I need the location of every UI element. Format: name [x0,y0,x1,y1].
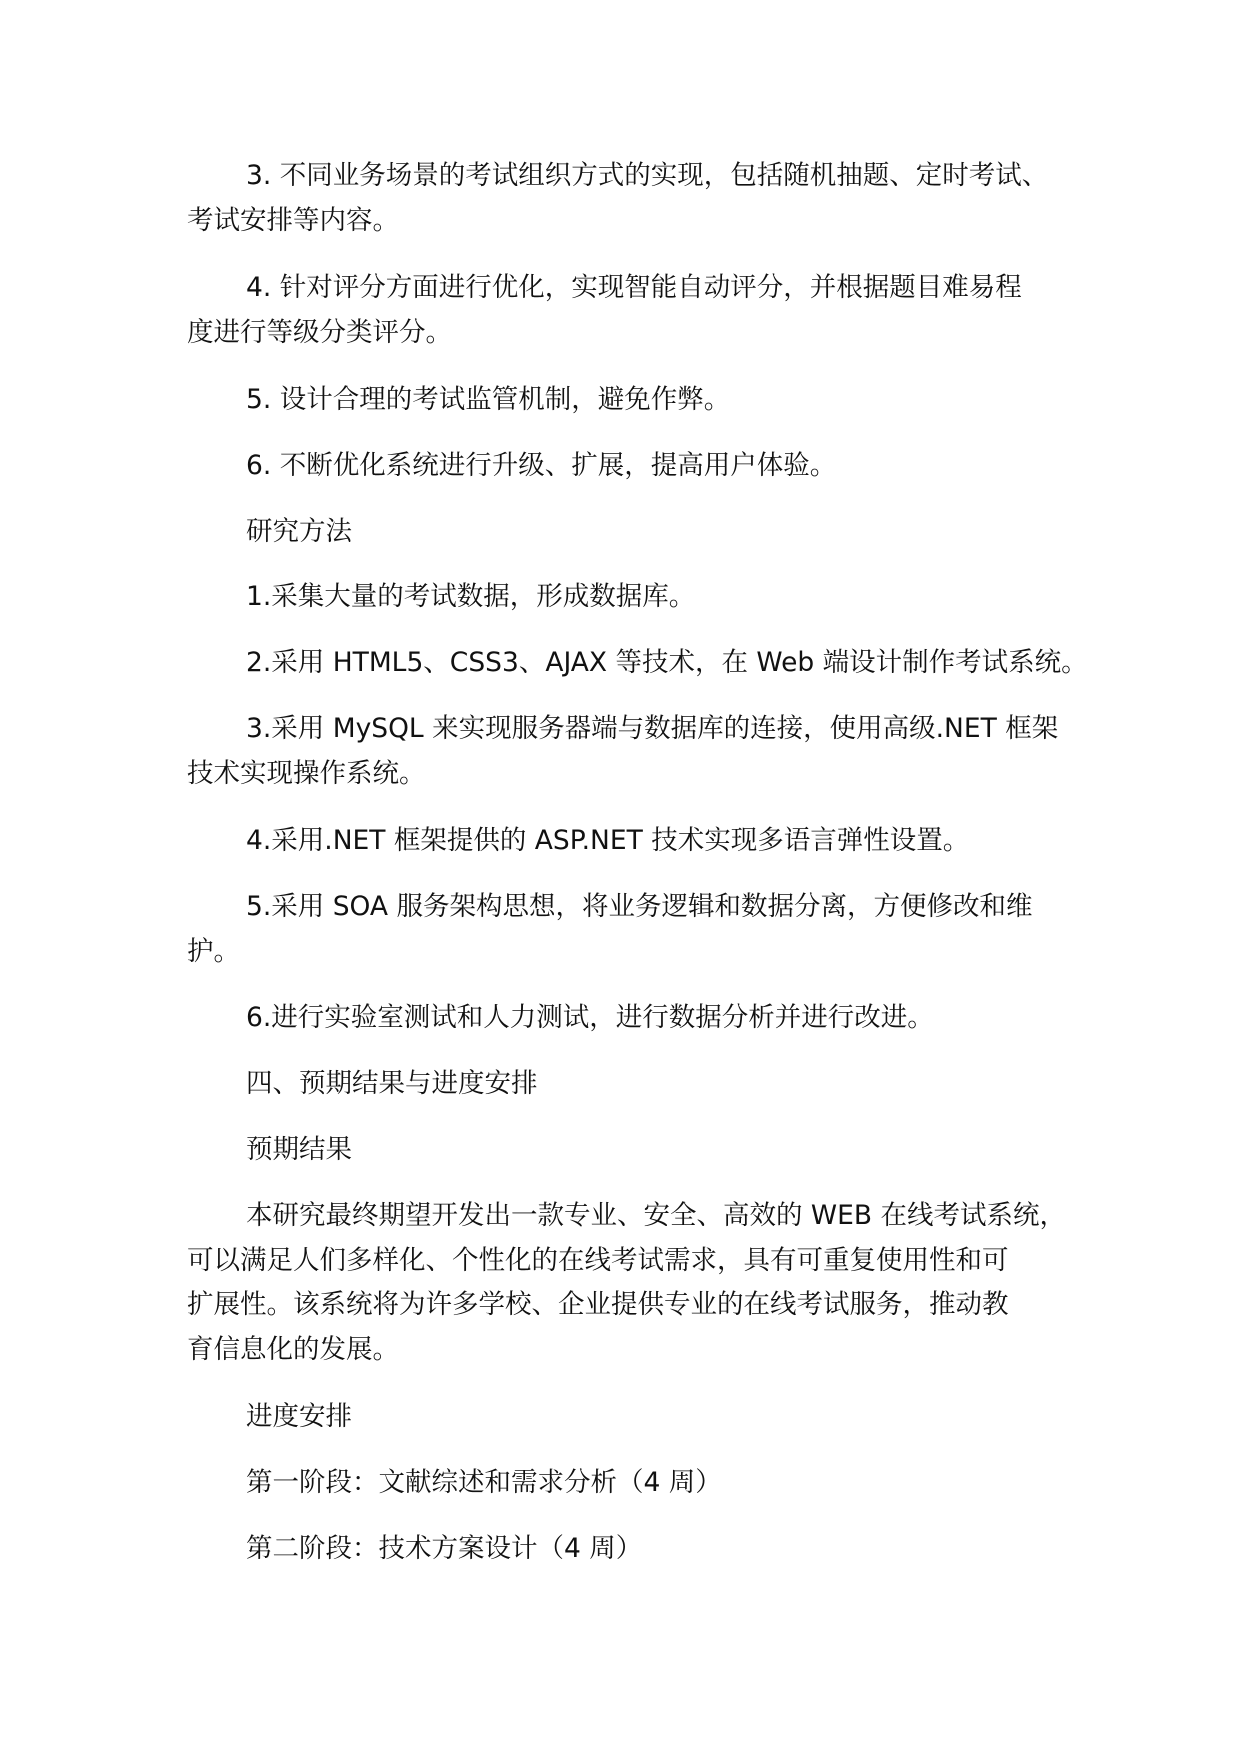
section-heading-research-methods: 研究方法 [246,516,352,547]
text-line-method-6: 6.进行实验室测试和人力测试，进行数据分析并进行改进。 [246,1002,934,1033]
section-heading-expected-results: 预期结果 [246,1134,352,1165]
schedule-item-phase-1: 第一阶段：文献综述和需求分析（4 周） [246,1467,722,1498]
paragraph-line-4: 育信息化的发展。 [187,1334,399,1365]
text-line-item-4-cont: 度进行等级分类评分。 [187,317,452,348]
text-line-method-3: 3.采用 MySQL 来实现服务器端与数据库的连接，使用高级.NET 框架 [246,713,1059,744]
text-line-method-2: 2.采用 HTML5、CSS3、AJAX 等技术，在 Web 端设计制作考试系统。 [246,647,1088,678]
paragraph-line-1: 本研究最终期望开发出一款专业、安全、高效的 WEB 在线考试系统， [246,1200,1066,1231]
paragraph-line-2: 可以满足人们多样化、个性化的在线考试需求，具有可重复使用性和可 [187,1245,1009,1276]
schedule-item-phase-2: 第二阶段：技术方案设计（4 周） [246,1533,643,1564]
text-line-item-5: 5. 设计合理的考试监管机制，避免作弊。 [246,384,731,415]
paragraph-line-3: 扩展性。该系统将为许多学校、企业提供专业的在线考试服务，推动教 [187,1289,1009,1320]
text-line-item-4: 4. 针对评分方面进行优化，实现智能自动评分，并根据题目难易程 [246,272,1022,303]
text-line-method-1: 1.采集大量的考试数据，形成数据库。 [246,581,696,612]
text-line-method-5: 5.采用 SOA 服务架构思想，将业务逻辑和数据分离，方便修改和维 [246,891,1033,922]
text-line-item-6: 6. 不断优化系统进行升级、扩展，提高用户体验。 [246,450,837,481]
section-heading-expected-results-schedule: 四、预期结果与进度安排 [246,1068,538,1099]
text-line-method-3-cont: 技术实现操作系统。 [187,758,426,789]
text-line-item-3: 3. 不同业务场景的考试组织方式的实现，包括随机抽题、定时考试、 [246,160,1049,191]
section-heading-schedule: 进度安排 [246,1401,352,1432]
text-line-item-3-cont: 考试安排等内容。 [187,205,399,236]
text-line-method-5-cont: 护。 [187,936,240,967]
text-line-method-4: 4.采用.NET 框架提供的 ASP.NET 技术实现多语言弹性设置。 [246,825,970,856]
